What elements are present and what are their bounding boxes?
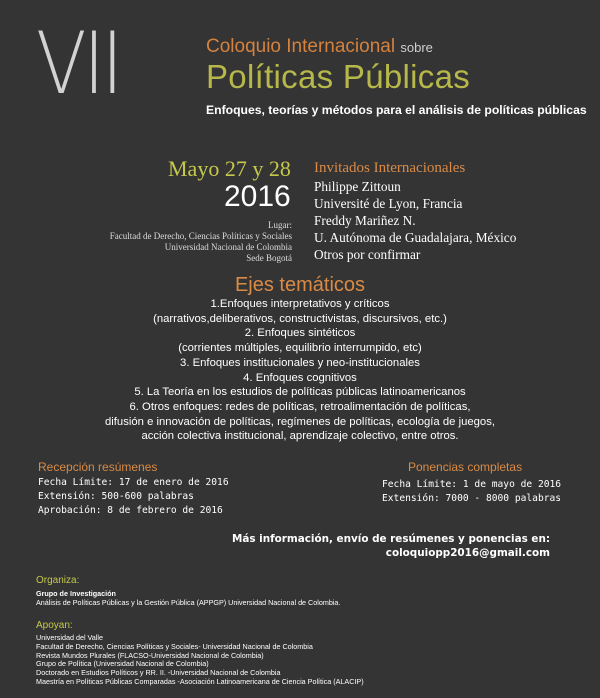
eje-line: (corrientes múltiples, equilibrio interrumpido, etc)	[178, 342, 422, 355]
eje-line: acción colectiva institucional, aprendizaje colectivo, entre otros.	[141, 430, 459, 443]
organiza-title: Organiza:	[36, 575, 80, 586]
recepcion-line: Fecha Límite: 17 de enero de 2016	[38, 477, 229, 488]
eje-line: 2. Enfoques sintéticos	[244, 327, 356, 340]
apoyan-list	[36, 634, 364, 687]
invitados-list	[314, 178, 516, 263]
place-line: Sede Bogotá	[246, 253, 292, 263]
invitado-line: Philippe Zittoun	[314, 179, 401, 194]
organiza-detail: Análisis de Políticas Públicas y la Gestión Pública (APPGP) Universidad Nacional de Colombia.	[36, 598, 341, 607]
eje-line: 4. Enfoques cognitivos	[243, 371, 357, 384]
coloquio-heading	[206, 36, 433, 58]
eje-line: 6. Otros enfoques: redes de políticas, retroalimentación de políticas,	[129, 400, 471, 413]
ponencias-list	[382, 478, 561, 506]
ponencias-line: Extensión: 7000 - 8000 palabras	[382, 493, 562, 504]
eje-line: 1.Enfoques interpretativos y críticos	[210, 298, 390, 310]
recepcion-list	[38, 476, 229, 518]
apoyan-line: Grupo de Política (Universidad Nacional de Colombia)	[36, 659, 209, 669]
eje-line: 3. Enfoques institucionales y neo-institucionales	[180, 356, 420, 369]
invitado-line: Freddy Mariñez N.	[314, 213, 416, 228]
event-year: 2016	[224, 180, 291, 213]
more-info-line: Más información, envío de resúmenes y ponencias en:	[231, 533, 550, 545]
recepcion-title: Recepción resúmenes	[38, 460, 158, 474]
sobre-label: sobre	[400, 40, 433, 55]
apoyan-title: Apoyan:	[36, 620, 73, 631]
invitado-line: Otros por confirmar	[314, 247, 421, 262]
invitado-line: Université de Lyon, Francia	[314, 196, 463, 211]
contact-email[interactable]: coloquiopp2016@gmail.com	[385, 547, 550, 559]
place-line: Lugar:	[268, 220, 292, 230]
eje-line: difusión e innovación de políticas, regímenes de políticas, ecología de juegos,	[105, 415, 495, 428]
organiza-group: Grupo de Investigación	[36, 589, 116, 598]
subtitle: Enfoques, teorías y métodos para el análisis de políticas públicas	[206, 103, 587, 117]
apoyan-line: Universidad del Valle	[36, 633, 103, 642]
apoyan-line: Facultad de Derecho, Ciencias Políticas y Sociales- Universidad Nacional de Colombia	[36, 641, 313, 651]
apoyan-line: Revista Mundos Plurales (FLACSO-Universidad Nacional de Colombia)	[36, 650, 264, 660]
eje-line: (narrativos,deliberativos, constructivistas, discursivos, etc.)	[153, 312, 447, 325]
event-place	[110, 220, 292, 264]
invitado-line: U. Autónoma de Guadalajara, México	[314, 230, 517, 245]
apoyan-line: Maestría en Políticas Públicas Comparadas -Asociación Latinoamericana de Ciencia Política (ALACIP)	[36, 676, 364, 686]
recepcion-line: Extensión: 500-600 palabras	[38, 491, 194, 502]
ponencias-title: Ponencias completas	[408, 460, 523, 474]
place-line: Universidad Nacional de Colombia	[164, 242, 292, 252]
event-dates: Mayo 27 y 28	[168, 156, 291, 181]
apoyan-line: Doctorado en Estudios Políticos y RR. II. -Universidad Nacional de Colombia	[36, 668, 281, 678]
roman-numeral-title: VII	[36, 14, 120, 114]
more-info	[232, 532, 550, 560]
coloquio-label: Coloquio Internacional	[206, 36, 396, 57]
main-title: Políticas Públicas	[206, 58, 471, 95]
ponencias-line: Fecha Límite: 1 de mayo de 2016	[382, 479, 562, 490]
recepcion-line: Aprobación: 8 de febrero de 2016	[38, 505, 223, 516]
ejes-title: Ejes temáticos	[234, 274, 366, 296]
place-line: Facultad de Derecho, Ciencias Políticas y Sociales	[109, 231, 292, 241]
invitados-title: Invitados Internacionales	[314, 160, 466, 176]
organiza-list	[36, 589, 340, 607]
eje-line: 5. La Teoría en los estudios de políticas públicas latinoamericanos	[134, 386, 466, 399]
ejes-list	[0, 297, 600, 444]
